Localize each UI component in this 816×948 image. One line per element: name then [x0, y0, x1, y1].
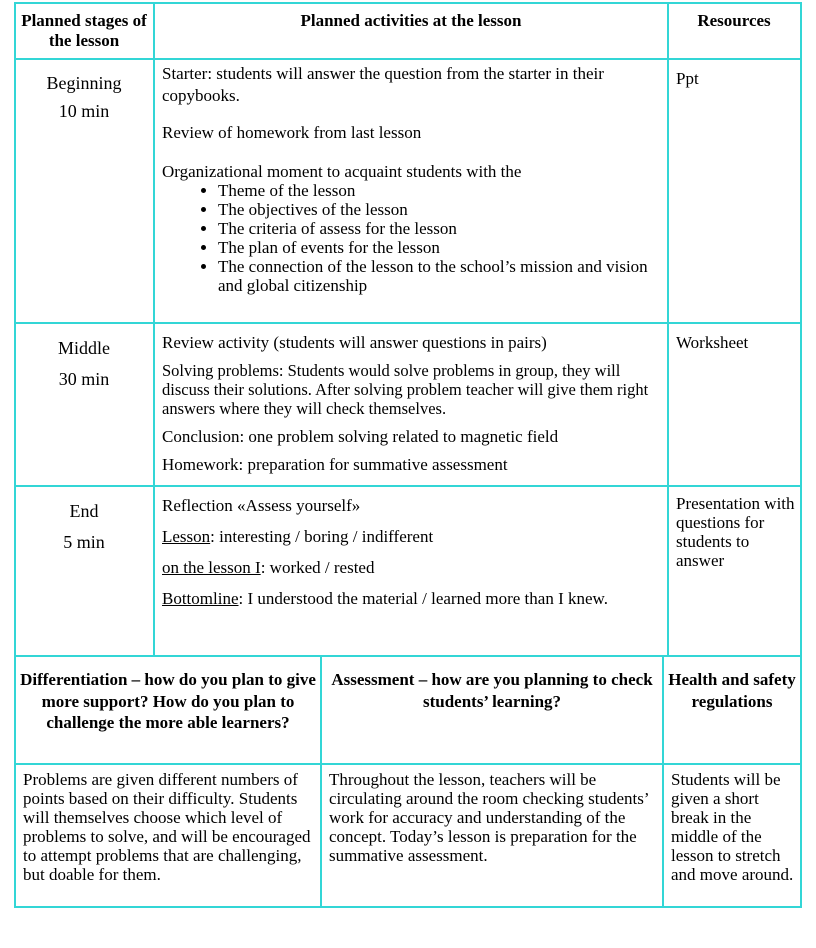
stage-middle [18, 333, 150, 395]
lesson-line [162, 527, 662, 546]
bottomline-line [162, 589, 662, 608]
stage-time: 10 min [58, 101, 110, 121]
lesson-options: : interesting / boring / indifferent [210, 527, 434, 546]
resource-middle [676, 333, 796, 352]
lesson-label: Lesson [162, 527, 211, 546]
stage-beginning [18, 69, 150, 125]
resource-text: Ppt [676, 69, 699, 88]
review-activity-text: Review activity (students will answer questions in pairs) [162, 333, 547, 352]
stage-name: Middle [58, 338, 110, 358]
table-border [14, 58, 802, 60]
reflection-text: Reflection «Assess yourself» [162, 496, 361, 515]
activities-beginning [162, 63, 662, 295]
activities-end [162, 496, 662, 608]
resource-text: Worksheet [676, 333, 749, 352]
table-border-bottom [14, 906, 802, 908]
table-border [667, 2, 669, 657]
assessment-text: Throughout the lesson, teachers will be circulating around the room checking students’ work for accuracy and understanding of the concept. Today’s lesson is preparation for the summative assessment. [329, 770, 649, 865]
table-border [153, 2, 155, 657]
resource-beginning [676, 69, 796, 88]
resource-end [676, 494, 796, 570]
table-border [320, 655, 322, 908]
bottomline-label: Bottomline [162, 589, 239, 608]
differentiation-text-cell [23, 770, 318, 884]
header-assessment [326, 669, 658, 712]
list-item: • The plan of events for the lesson [218, 238, 662, 257]
list-item: • Theme of the lesson [218, 181, 662, 200]
on-lesson-options: : worked / rested [260, 558, 375, 577]
table-border [662, 655, 664, 908]
header-health-text: Health and safety regulations [668, 670, 796, 711]
stage-end [18, 496, 150, 558]
header-differentiation-text: Differentiation – how do you plan to give more support? How do you plan to challenge the more able learners? [20, 670, 316, 732]
stage-time: 30 min [58, 369, 110, 389]
starter-text: Starter: students will answer the question from the starter in their copybooks. [162, 64, 604, 105]
header-differentiation [20, 669, 316, 734]
homework-text: Homework: preparation for summative assessment [162, 455, 508, 474]
list-item: • The connection of the lesson to the school’s mission and vision and global citizenship [218, 257, 662, 295]
stage-name: End [69, 501, 99, 521]
header-assessment-text: Assessment – how are you planning to check students’ learning? [331, 670, 653, 711]
table-border-top [14, 2, 802, 4]
table-border-left [14, 2, 16, 908]
on-lesson-line [162, 558, 662, 577]
table-border [14, 322, 802, 324]
activities-middle [162, 333, 662, 474]
table-border [14, 485, 802, 487]
solving-problems-text: Solving problems: Students would solve problems in group, they will discuss their solutions. After solving problem teacher will give them right answers where they will check themselves. [162, 361, 649, 418]
objectives-list [162, 181, 662, 295]
table-border [14, 655, 802, 657]
health-text-cell [671, 770, 799, 884]
resource-text: Presentation with questions for students to answer [676, 494, 795, 570]
organizational-text: Organizational moment to acquaint students with the [162, 162, 522, 181]
review-text: Review of homework from last lesson [162, 123, 422, 142]
on-lesson-label: on the lesson I [162, 558, 261, 577]
table-border-right [800, 2, 802, 908]
header-stages [18, 11, 150, 51]
stage-name: Beginning [46, 73, 122, 93]
bottomline-options: : I understood the material / learned more than I knew. [238, 589, 608, 608]
stage-time: 5 min [63, 532, 105, 552]
conclusion-text: Conclusion: one problem solving related to magnetic field [162, 427, 559, 446]
assessment-text-cell [329, 770, 659, 865]
header-stages-text: Planned stages of the lesson [21, 11, 147, 50]
list-item: • The criteria of assess for the lesson [218, 219, 662, 238]
header-health [666, 669, 798, 712]
health-text: Students will be given a short break in the middle of the lesson to stretch and move around. [671, 770, 794, 884]
header-activities-text: Planned activities at the lesson [300, 11, 522, 30]
differentiation-text: Problems are given different numbers of points based on their difficulty. Students will themselves choose which level of problems to solve, and will be encouraged to attempt problems that are challenging, but doable for them. [23, 770, 311, 884]
header-activities [158, 11, 664, 31]
header-resources-text: Resources [697, 11, 771, 30]
list-item: • The objectives of the lesson [218, 200, 662, 219]
table-border [14, 763, 802, 765]
header-resources [670, 11, 798, 31]
